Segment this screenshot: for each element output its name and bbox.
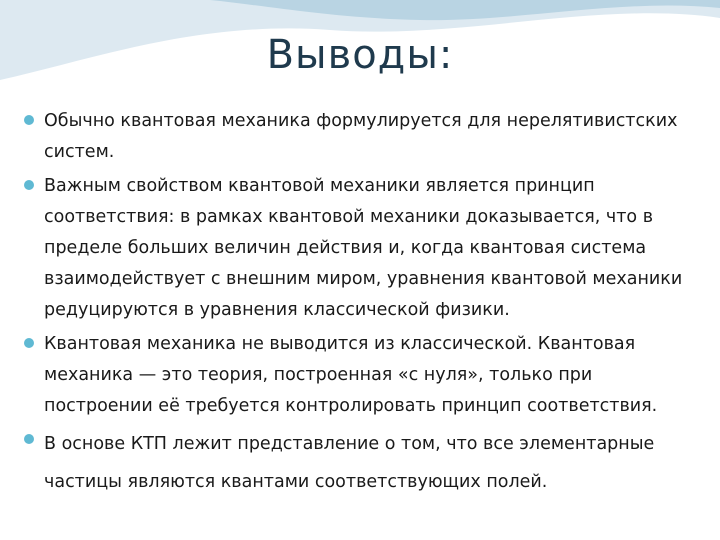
slide-title: Выводы: <box>266 32 454 78</box>
bullet-dot-icon <box>24 434 34 444</box>
bullet-list <box>18 106 698 504</box>
bullet-text: Важным свойством квантовой механики является принцип соответствия: в рамках квантовой механики доказывается, что в пределе больших величин действия и, когда квантовая система взаимодействует с внешним миром, уравнения квантовой механики редуцируются в уравнения классической физики. <box>44 176 683 320</box>
bullet-text: В основе КТП лежит представление о том, что все элементарные частицы являются квантами соответствующих полей. <box>44 434 655 492</box>
bullet-dot-icon <box>24 180 34 190</box>
bullet-dot-icon <box>24 338 34 348</box>
bullet-item <box>18 329 698 422</box>
bullet-text: Квантовая механика не выводится из классической. Квантовая механика — это теория, построенная «с нуля», только при построении её требуется контролировать принцип соответствия. <box>44 334 658 416</box>
bullet-dot-icon <box>24 115 34 125</box>
bullet-item <box>18 171 698 326</box>
bullet-item <box>18 425 698 501</box>
bullet-item <box>18 106 698 168</box>
bullet-text: Обычно квантовая механика формулируется для нерелятивистских систем. <box>44 111 678 162</box>
